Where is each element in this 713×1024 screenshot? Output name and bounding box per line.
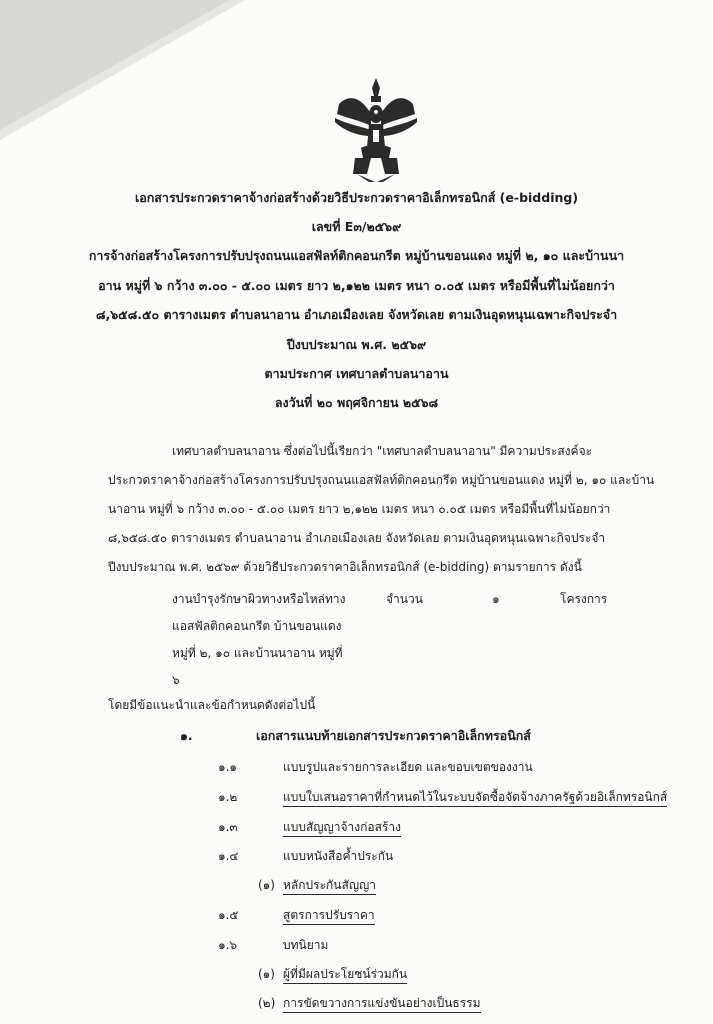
item-1-6-1-number: (๑): [258, 967, 275, 981]
item-1-4-1-link[interactable]: หลักประกันสัญญา: [283, 879, 376, 895]
item-1-1-text: แบบรูปและรายการละเอียด และขอบเขตของงาน: [283, 760, 533, 774]
subject-line-1: การจ้างก่อสร้างโครงการปรับปรุงถนนแอสฟัลท์ติกคอนกรีต หมู่บ้านขอนแดง หมู่ที่ ๒, ๑๐ และบ้านนา: [88, 248, 625, 263]
item-1-1-number: ๑.๑: [218, 760, 238, 774]
work-item-qty-label: จำนวน: [386, 592, 423, 606]
work-item-line-2: แอสฟัลติกคอนกรีต บ้านขอนแดง: [172, 619, 342, 633]
work-item-line-1: งานบำรุงรักษาผิวทางหรือไหล่ทาง: [172, 592, 346, 606]
announcement-date: ลงวันที่ ๒๐ พฤศจิกายน ๒๕๖๘: [274, 395, 439, 410]
item-1-6-2-link[interactable]: การขัดขวางการแข่งขันอย่างเป็นธรรม: [283, 997, 481, 1013]
subject-line-4: ปีงบประมาณ พ.ศ. ๒๕๖๙: [286, 337, 427, 352]
item-1-3-link[interactable]: แบบสัญญาจ้างก่อสร้าง: [283, 821, 401, 837]
item-1-6-1-link[interactable]: ผู้ที่มีผลประโยชน์ร่วมกัน: [283, 968, 407, 984]
paragraph-line-2: ประกวดราคาจ้างก่อสร้างโครงการปรับปรุงถนนแอสฟัลท์ติกคอนกรีต หมู่บ้านขอนแดง หมู่ที่ ๒, ๑๐ และบ้าน: [108, 473, 655, 487]
item-1-2-number: ๑.๒: [218, 790, 238, 804]
item-1-6-text: บทนิยาม: [283, 938, 329, 952]
section-1-number: ๑.: [180, 728, 193, 743]
paragraph-line-4: ๘,๖๕๘.๕๐ ตารางเมตร ตำบลนาอาน อำเภอเมืองเลย จังหวัดเลย ตามเงินอุดหนุนเฉพาะกิจประจำ: [108, 531, 606, 545]
document-number: เลขที่ E๓/๒๕๖๙: [311, 219, 402, 234]
item-1-4-1-number: (๑): [258, 878, 275, 892]
instructions-intro: โดยมีข้อแนะนำและข้อกำหนดดังต่อไปนี้: [108, 698, 316, 712]
item-1-6-number: ๑.๖: [218, 938, 238, 952]
work-item-line-4: ๖: [172, 673, 180, 687]
work-item-unit: โครงการ: [560, 592, 608, 606]
announcement-line: ตามประกาศ เทศบาลตำบลนาอาน: [264, 366, 449, 381]
item-1-6-2-number: (๒): [258, 996, 276, 1010]
subject-line-3: ๘,๖๕๘.๕๐ ตารางเมตร ตำบลนาอาน อำเภอเมืองเลย จังหวัดเลย ตามเงินอุดหนุนเฉพาะกิจประจำ: [95, 307, 618, 322]
paragraph-line-5: ปีงบประมาณ พ.ศ. ๒๕๖๙ ด้วยวิธีประกวดราคาอิเล็กทรอนิกส์ (e-bidding) ตามรายการ ดังนี้: [108, 560, 582, 574]
work-item-qty-value: ๑: [492, 592, 500, 606]
section-1-title: เอกสารแนบท้ายเอกสารประกวดราคาอิเล็กทรอนิกส์: [256, 728, 531, 743]
paragraph-line-1: เทศบาลตำบลนาอาน ซึ่งต่อไปนี้เรียกว่า "เทศบาลตำบลนาอาน" มีความประสงค์จะ: [172, 444, 593, 458]
garuda-emblem-icon: [331, 74, 421, 184]
item-1-4-text: แบบหนังสือค้ำประกัน: [283, 849, 394, 863]
subject-line-2: อาน หมู่ที่ ๖ กว้าง ๓.๐๐ - ๕.๐๐ เมตร ยาว ๒,๑๒๒ เมตร หนา ๐.๐๕ เมตร หรือมีพื้นที่ไม่น้อยกว่า: [98, 278, 615, 293]
item-1-5-number: ๑.๕: [218, 908, 239, 922]
item-1-3-number: ๑.๓: [218, 820, 238, 834]
work-item-line-3: หมู่ที่ ๒, ๑๐ และบ้านนาอาน หมู่ที่: [172, 646, 343, 660]
paragraph-line-3: นาอาน หมู่ที่ ๖ กว้าง ๓.๐๐ - ๕.๐๐ เมตร ยาว ๒,๑๒๒ เมตร หนา ๐.๐๕ เมตร หรือมีพื้นที่ไม่น้อยกว่า: [108, 502, 611, 516]
document-title: เอกสารประกวดราคาจ้างก่อสร้างด้วยวิธีประกวดราคาอิเล็กทรอนิกส์ (e-bidding): [134, 190, 579, 205]
item-1-2-link[interactable]: แบบใบเสนอราคาที่กำหนดไว้ในระบบจัดซื้อจัดจ้างภาครัฐด้วยอิเล็กทรอนิกส์: [283, 791, 667, 807]
item-1-4-number: ๑.๔: [218, 849, 239, 863]
item-1-5-link[interactable]: สูตรการปรับราคา: [283, 909, 375, 925]
